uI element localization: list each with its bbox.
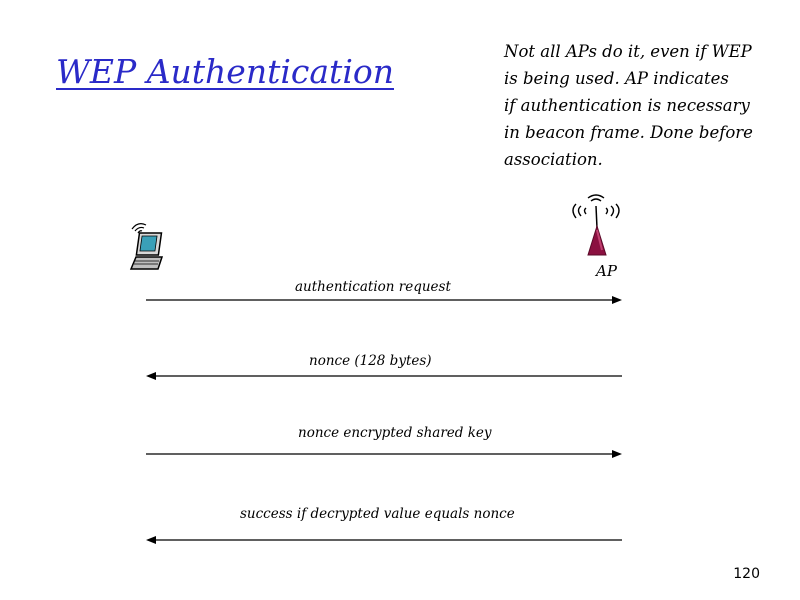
note-line: association.	[504, 150, 603, 169]
arrow-to-ap	[146, 296, 622, 304]
ap-label: AP	[596, 262, 617, 280]
message-label: authentication request	[295, 279, 451, 295]
page-title: WEP Authentication	[56, 52, 394, 91]
message-label: success if decrypted value equals nonce	[240, 506, 515, 522]
message-label: nonce encrypted shared key	[298, 425, 492, 441]
message-label: nonce (128 bytes)	[309, 353, 432, 369]
note-line: is being used. AP indicates	[504, 69, 729, 88]
page-number: 120	[733, 566, 760, 582]
note-line: if authentication is necessary	[504, 96, 750, 115]
arrow-to-client	[146, 536, 622, 544]
note-line: in beacon frame. Done before	[504, 123, 753, 142]
note-line: Not all APs do it, even if WEP	[504, 42, 752, 61]
arrow-to-ap	[146, 450, 622, 458]
arrow-to-client	[146, 372, 622, 380]
